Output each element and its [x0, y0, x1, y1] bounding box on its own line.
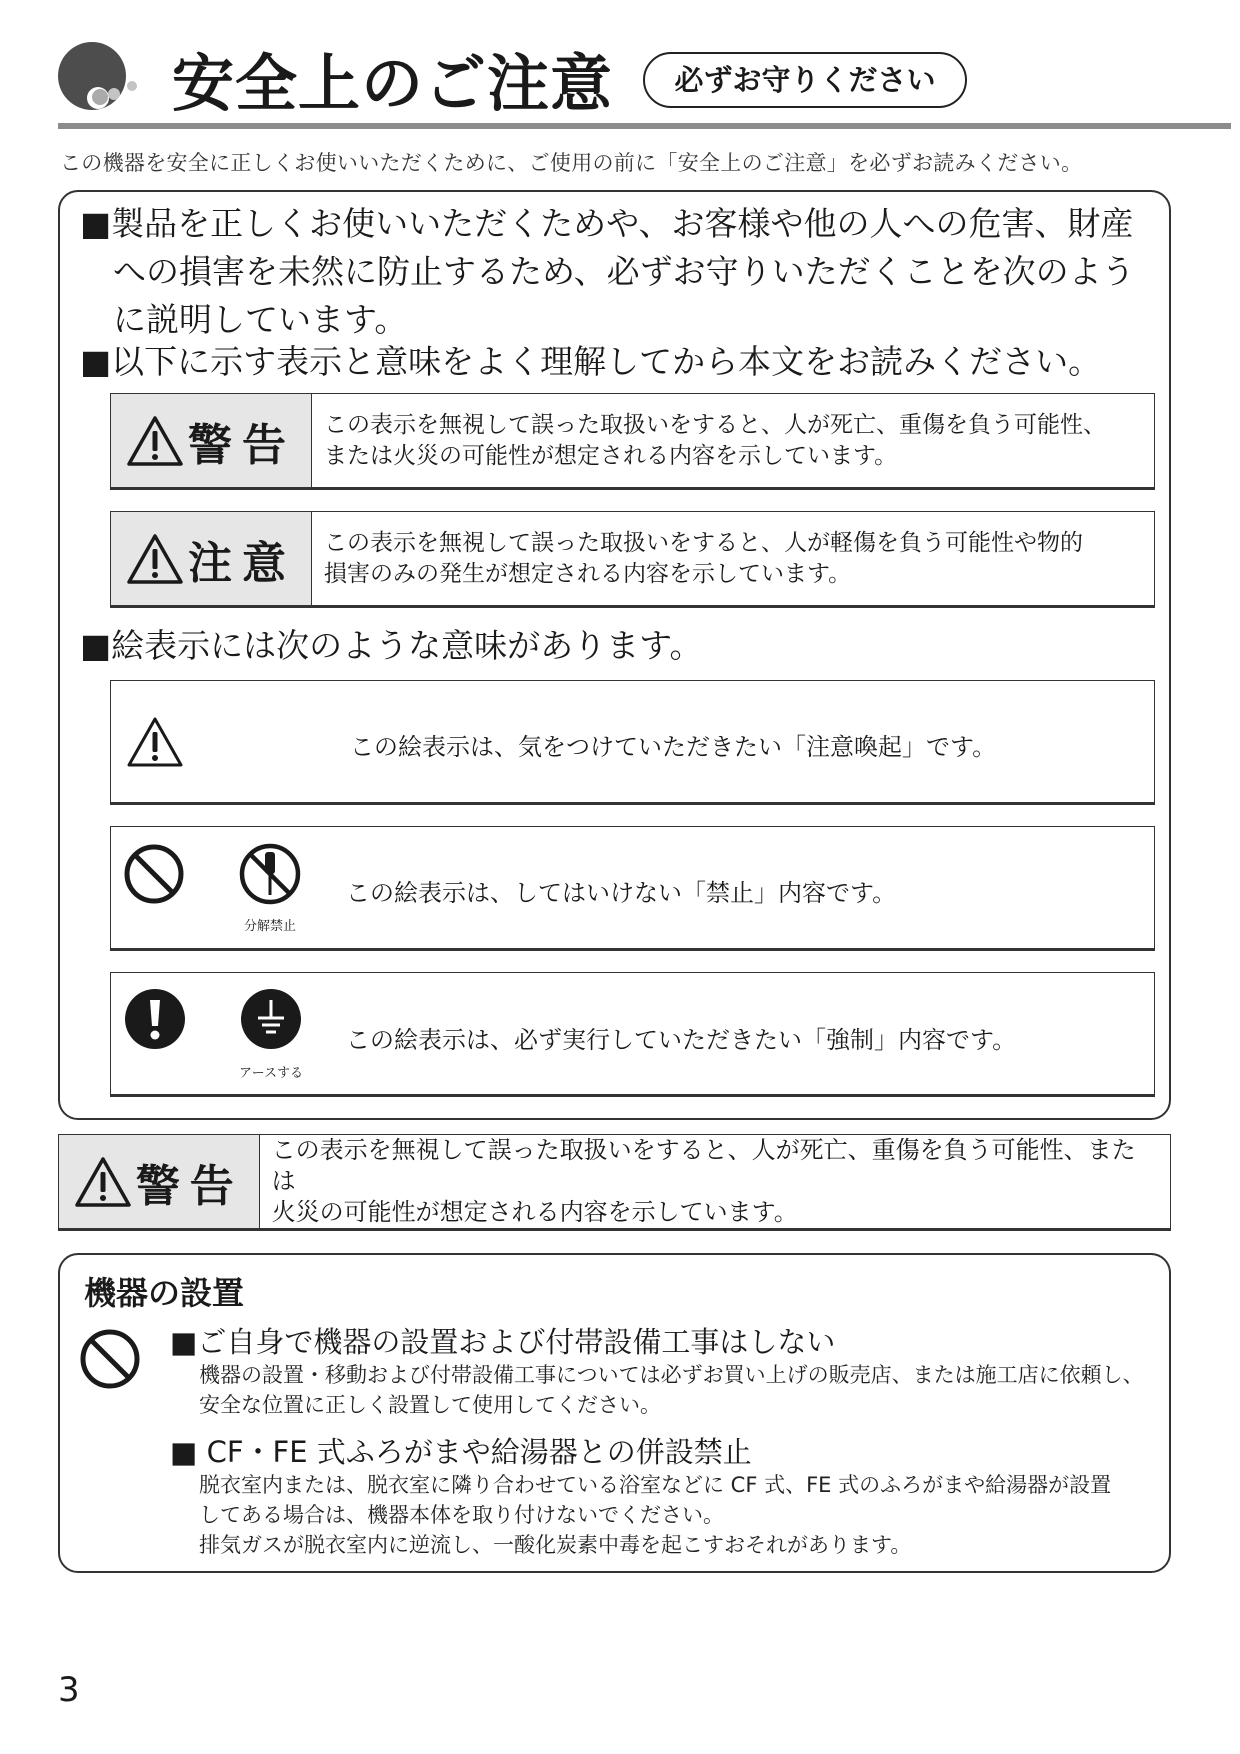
- warning-banner-description: [260, 1135, 1170, 1228]
- ground-icon: [240, 988, 302, 1050]
- attention-triangle-icon: [126, 716, 184, 768]
- page-title: 安全上のご注意: [172, 47, 614, 120]
- warning-banner-line-1: この表示を無視して誤った取扱いをすると、人が死亡、重傷を負う可能性、または: [271, 1136, 1136, 1195]
- prohibition-icon: [123, 843, 185, 905]
- caution-triangle-icon: [126, 533, 184, 585]
- section-bullet-icon: [58, 42, 150, 114]
- must-follow-badge: 必ずお守りください: [643, 52, 967, 108]
- warning-label-text: 警告: [188, 419, 296, 471]
- self-install-heading: ■ご自身で機器の設置および付帯設備工事はしない: [170, 1325, 836, 1359]
- caution-label: [111, 512, 312, 605]
- caution-description: [312, 512, 1095, 605]
- cf-fe-heading: ■ CF・FE 式ふろがまや給湯器との併設禁止: [170, 1435, 752, 1469]
- caution-description-line-1: この表示を無視して誤った取扱いをすると、人が軽傷を負う可能性や物的: [324, 529, 1083, 556]
- intro-text: この機器を安全に正しくお使いいただくために、ご使用の前に「安全上のご注意」を必ずお読みください。: [60, 151, 1083, 175]
- cf-fe-line-2: してある場合は、機器本体を取り付けないでください。: [199, 1503, 724, 1527]
- installation-prohibition-icon: [79, 1328, 141, 1390]
- installation-section-title: 機器の設置: [84, 1274, 245, 1312]
- warning-definition-box: [110, 393, 1155, 490]
- cf-fe-line-1: 脱衣室内または、脱衣室に隣り合わせている浴室などに CF 式、FE 式のふろがまや給湯器が設置: [199, 1473, 1112, 1497]
- warning-description-line-1: この表示を無視して誤った取扱いをすると、人が死亡、重傷を負う可能性、: [324, 411, 1106, 438]
- no-disassembly-icon: [238, 842, 302, 906]
- header-divider: [58, 123, 1231, 129]
- read-instruction: ■以下に示す表示と意味をよく理解してから本文をお読みください。: [80, 342, 1102, 381]
- purpose-line-3: に説明しています。: [113, 300, 408, 339]
- mandatory-action-icon: [124, 988, 186, 1050]
- warning-banner: [58, 1134, 1171, 1231]
- warning-banner-label-text: 警告: [135, 1160, 244, 1212]
- purpose-line-1: ■製品を正しくお使いいただくためや、お客様や他の人への危害、財産: [80, 204, 1134, 243]
- warning-label: [111, 394, 312, 487]
- cf-fe-line-3: 排気ガスが脱衣室内に逆流し、一酸化炭素中毒を起こすおそれがあります。: [199, 1533, 912, 1557]
- caution-label-text: 注意: [188, 537, 296, 589]
- warning-banner-triangle-icon: [74, 1156, 132, 1208]
- caution-definition-box: [110, 511, 1155, 608]
- warning-banner-line-2: 火災の可能性が想定される内容を示しています。: [271, 1198, 798, 1226]
- warning-triangle-icon: [126, 415, 184, 467]
- self-install-line-1: 機器の設置・移動および付帯設備工事については必ずお買い上げの販売店、または施工店に依頼し、: [199, 1363, 1144, 1387]
- pictogram-heading: ■絵表示には次のような意味があります。: [80, 626, 703, 665]
- ground-caption: アースする: [239, 1066, 303, 1081]
- purpose-paragraph: [80, 200, 1156, 344]
- prohibition-description: この絵表示は、してはいけない「禁止」内容です。: [346, 879, 897, 907]
- warning-description-line-2: または火災の可能性が想定される内容を示しています。: [324, 442, 898, 469]
- caution-description-line-2: 損害のみの発生が想定される内容を示しています。: [324, 560, 852, 587]
- mandatory-description: この絵表示は、必ず実行していただきたい「強制」内容です。: [346, 1026, 1017, 1054]
- warning-description: [312, 394, 1118, 487]
- page-number: 3: [58, 1670, 80, 1710]
- purpose-line-2: への損害を未然に防止するため、必ずお守りいただくことを次のよう: [113, 252, 1135, 291]
- attention-description: この絵表示は、気をつけていただきたい「注意喚起」です。: [350, 733, 997, 761]
- disassembly-caption: 分解禁止: [243, 919, 296, 934]
- self-install-line-2: 安全な位置に正しく設置して使用してください。: [199, 1393, 661, 1417]
- warning-banner-label: [59, 1135, 260, 1228]
